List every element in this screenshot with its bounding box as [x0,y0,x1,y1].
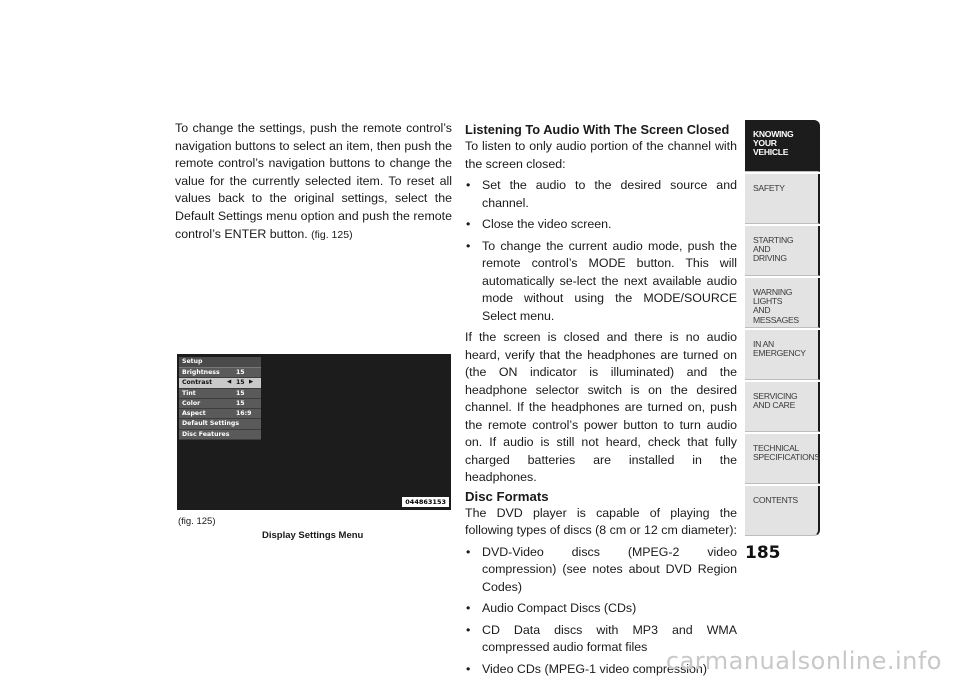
figure-label: (fig. 125) [178,516,216,527]
figure-caption: Display Settings Menu [262,530,364,541]
menu-item-color [179,399,261,409]
menu-item-label: Disc Features [182,430,230,438]
right-column [465,122,737,682]
arrow-left-icon: ◀ [227,379,232,386]
fig-reference: (fig. 125) [311,228,353,241]
arrow-right-icon: ▶ [249,379,254,386]
bullet-list [465,177,737,325]
watermark: carmanualsonline.info [665,647,942,675]
menu-item-label: Brightness [182,369,220,376]
menu-item-value: 16:9 [236,410,252,418]
section-heading: Listening To Audio With The Screen Closed [465,122,730,137]
menu-item-tint [179,389,261,399]
tab-technical-specifications[interactable]: TECHNICAL SPECIFICATIONS [745,434,820,484]
menu-item-brightness [179,368,261,378]
list-item: • DVD-Video discs (MPEG-2 video compression) (see notes about DVD Region Codes) [465,544,737,597]
menu-item-label: Aspect [182,410,206,418]
menu-item-value: 15 [236,399,245,407]
body-paragraph: If the screen is closed and there is no audio heard, verify that the headphones are turned on (the ON indicator is illuminated) and the headphone selector switch is on the desired channel. If the headphones are turned on, push the remote control’s power button to turn audio on. If audio is still not heard, check that fully charged batteries are installed in the headphones. [465,330,737,484]
menu-item-aspect [179,409,261,419]
list-item: • CD Data discs with MP3 and WMA compressed audio format files [465,622,737,657]
menu-item-value: 15 [236,379,245,387]
section-tabs [745,120,820,538]
list-item: • Video CDs (MPEG-1 video compression) [465,661,737,679]
display-settings-figure [177,354,451,510]
menu-item-label: Color [182,399,201,407]
tab-contents[interactable]: CONTENTS [745,486,820,536]
intro-paragraph: The DVD player is capable of playing the following types of discs (8 cm or 12 cm diameter): [465,505,738,537]
page-number: 185 [745,543,781,563]
tab-in-an-emergency[interactable]: IN AN EMERGENCY [745,330,820,380]
menu-title: Setup [179,357,261,368]
menu-item-contrast [179,378,261,388]
menu-item-default-settings [179,419,261,429]
left-column [175,120,452,244]
tab-servicing-and-care[interactable]: SERVICING AND CARE [745,382,820,432]
menu-item-value: 15 [236,389,245,397]
menu-item-label: Tint [182,389,196,397]
settings-paragraph [175,120,452,244]
menu-item-label: Default Settings [182,420,240,428]
settings-text: To change the settings, push the remote control’s navigation buttons to select an item, then push the remote control’s navigation buttons to change the value for the currently selected item. To reset all values back to the original settings, select the Default Settings menu option and push the remote control’s ENTER button. [175,121,452,241]
intro-paragraph: To listen to only audio portion of the channel with the screen closed: [465,139,737,171]
menu-item-value: 15 [236,369,245,376]
list-item: • Set the audio to the desired source and channel. [465,177,737,212]
menu-item-label: Contrast [182,379,213,387]
tab-knowing-your-vehicle[interactable]: KNOWING YOUR VEHICLE [745,120,820,172]
tab-starting-and-driving[interactable]: STARTING AND DRIVING [745,226,820,276]
setup-menu [179,357,261,440]
list-item: • To change the current audio mode, push the remote control’s MODE button. This will automatically se-lect the next available audio mode without using the MODE/SOURCE Select menu. [465,238,737,326]
tab-warning-lights[interactable]: WARNING LIGHTS AND MESSAGES [745,278,820,328]
section-heading: Disc Formats [465,488,549,504]
list-item: • Close the video screen. [465,216,737,234]
list-item: • Audio Compact Discs (CDs) [465,600,737,618]
menu-item-disc-features [179,430,261,440]
tab-safety[interactable]: SAFETY [745,174,820,224]
figure-id: 044863153 [402,497,449,507]
